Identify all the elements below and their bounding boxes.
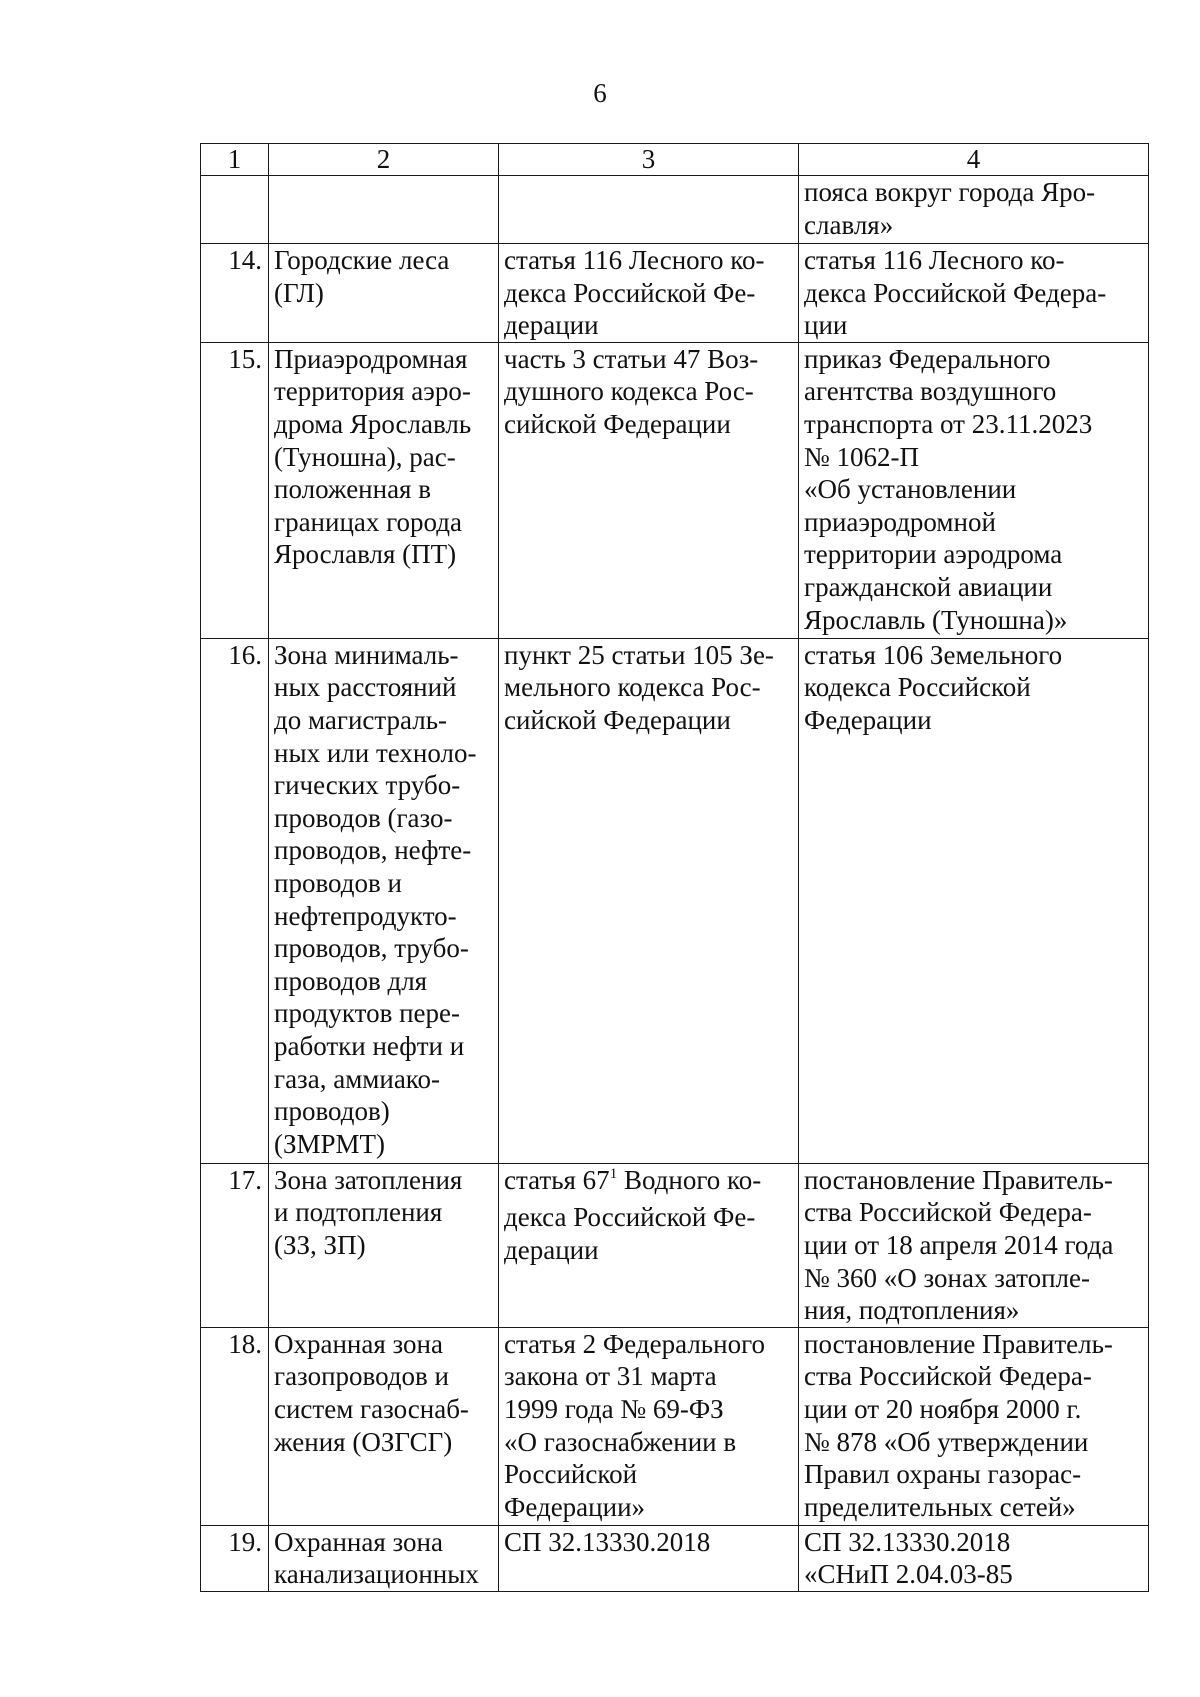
superscript: 1 <box>609 1165 618 1182</box>
cell-line: (ЗМРМТ) <box>274 1128 386 1159</box>
cell-line: газопроводов и <box>274 1361 449 1392</box>
cell-line: пределительных сетей» <box>804 1491 1076 1522</box>
cell-line: постановление Правитель- <box>804 1164 1113 1195</box>
cell-line: (ЗЗ, ЗП) <box>274 1229 366 1260</box>
cell-line: постановление Правитель- <box>804 1328 1113 1359</box>
cell-line: «О газоснабжении в <box>504 1426 737 1457</box>
cell-line: № 878 «Об утверждении <box>804 1426 1089 1457</box>
cell-line: транспорта от 23.11.2023 <box>804 408 1093 439</box>
cell-line: территория аэро- <box>274 376 471 407</box>
legal-basis-cell <box>499 1327 799 1525</box>
cell-line: ции <box>804 310 848 341</box>
cell-text: Водного ко- <box>617 1164 762 1195</box>
cell-line: территории аэродрома <box>804 539 1063 570</box>
regulation-act-cell <box>799 1327 1149 1525</box>
cell-line: Приаэродромная <box>274 343 468 374</box>
legal-basis-cell <box>499 1525 799 1591</box>
cell-line: проводов, трубо- <box>274 933 469 964</box>
cell-line: Зона минималь- <box>274 639 459 670</box>
table-row <box>201 176 1149 244</box>
cell-line: Федерации» <box>504 1491 646 1522</box>
cell-line: статья 116 Лесного ко- <box>804 245 1065 275</box>
cell-line: 1999 года № 69-ФЗ <box>504 1393 724 1424</box>
table-row <box>201 244 1149 343</box>
regulation-act-cell <box>799 1525 1149 1591</box>
cell-line: границах города <box>274 506 462 537</box>
table-row <box>201 1327 1149 1525</box>
cell-line: (Туношна), рас- <box>274 441 456 472</box>
header-col-3: 3 <box>499 144 799 176</box>
cell-line: «Об установлении <box>804 474 1017 505</box>
cell-line: ства Российской Федера- <box>804 1197 1092 1228</box>
cell-line: Охранная зона <box>274 1328 443 1359</box>
cell-line: закона от 31 марта <box>504 1361 717 1392</box>
cell-line: статья 2 Федерального <box>504 1328 765 1359</box>
row-number: 14. <box>201 244 269 343</box>
row-number <box>201 176 269 244</box>
regulation-act-cell <box>799 1163 1149 1327</box>
cell-line: статья 106 Земельного <box>804 639 1063 670</box>
zone-name-cell <box>269 638 499 1163</box>
cell-line: систем газоснаб- <box>274 1393 469 1424</box>
cell-line: Городские леса <box>274 245 450 275</box>
cell-line: агентства воздушного <box>804 376 1057 407</box>
cell-line: газа, аммиако- <box>274 1063 441 1094</box>
header-col-1: 1 <box>201 144 269 176</box>
cell-line: СП 32.13330.2018 <box>804 1526 1011 1557</box>
cell-line: и подтопления <box>274 1197 443 1228</box>
legal-basis-cell <box>499 1163 799 1327</box>
cell-line <box>504 1164 798 1202</box>
cell-line: сийской Федерации <box>504 408 731 439</box>
cell-line: кодекса Российской <box>804 672 1031 703</box>
cell-line: продуктов пере- <box>274 998 461 1029</box>
zone-name-cell <box>269 1525 499 1591</box>
row-number: 19. <box>201 1525 269 1591</box>
cell-line: проводов и <box>274 867 402 898</box>
table-row <box>201 342 1149 638</box>
cell-line: ния, подтопления» <box>804 1295 1020 1326</box>
table-row <box>201 1525 1149 1591</box>
zone-name-cell <box>269 1327 499 1525</box>
cell-line: душного кодекса Рос- <box>504 376 754 407</box>
cell-line: СП 32.13330.2018 <box>504 1526 711 1557</box>
zone-name-cell <box>269 244 499 343</box>
regulation-act-cell <box>799 342 1149 638</box>
cell-line: проводов для <box>274 965 428 996</box>
header-col-4: 4 <box>799 144 1149 176</box>
cell-line: проводов, нефте- <box>274 835 472 866</box>
legal-basis-cell <box>499 244 799 343</box>
cell-line: № 360 «О зонах затопле- <box>804 1262 1090 1293</box>
cell-line: Ярославль (Туношна)» <box>804 604 1068 635</box>
cell-line: ства Российской Федера- <box>804 1361 1092 1392</box>
cell-line: (ГЛ) <box>274 277 324 308</box>
cell-line: Охранная зона <box>274 1526 443 1557</box>
cell-line: декса Российской Фе- <box>504 1202 756 1233</box>
table-row <box>201 1163 1149 1327</box>
legal-basis-cell <box>499 638 799 1163</box>
cell-line: пункт 25 статьи 105 Зе- <box>504 639 774 670</box>
cell-line: дрома Ярославль <box>274 408 472 439</box>
cell-line: до магистраль- <box>274 704 448 735</box>
cell-line: проводов) <box>274 1096 390 1127</box>
legal-basis-cell <box>499 176 799 244</box>
cell-line: приказ Федерального <box>804 343 1051 374</box>
cell-text: статья 67 <box>504 1164 610 1195</box>
cell-line: Федерации <box>804 704 932 735</box>
cell-line: ных расстояний <box>274 672 457 703</box>
row-number: 18. <box>201 1327 269 1525</box>
cell-line: дерации <box>504 1234 599 1265</box>
row-number: 16. <box>201 638 269 1163</box>
table-header-row <box>201 144 1149 176</box>
page-number: 6 <box>593 78 607 108</box>
cell-line: гражданской авиации <box>804 571 1053 602</box>
regulation-act-cell <box>799 638 1149 1163</box>
cell-line: дерации <box>504 310 599 341</box>
legal-basis-cell <box>499 342 799 638</box>
cell-line: славля» <box>804 209 894 240</box>
table-row <box>201 638 1149 1163</box>
cell-line: Ярославля (ПТ) <box>274 539 457 570</box>
cell-line: пояса вокруг города Яро- <box>804 177 1096 207</box>
cell-line: мельного кодекса Рос- <box>504 672 761 703</box>
cell-line: сийской Федерации <box>504 704 731 735</box>
cell-line: Правил охраны газорас- <box>804 1459 1082 1490</box>
row-number: 15. <box>201 342 269 638</box>
cell-line: ных или техноло- <box>274 737 477 768</box>
regulation-table <box>200 143 1149 1592</box>
cell-line: гических трубо- <box>274 770 461 801</box>
zone-name-cell <box>269 1163 499 1327</box>
cell-line: № 1062-П <box>804 441 920 472</box>
cell-line: приаэродромной <box>804 506 996 537</box>
cell-line: нефтепродукто- <box>274 900 457 931</box>
cell-line: ции от 18 апреля 2014 года <box>804 1229 1114 1260</box>
cell-line: жения (ОЗГСГ) <box>274 1426 453 1457</box>
row-number: 17. <box>201 1163 269 1327</box>
cell-line: канализационных <box>274 1559 479 1590</box>
cell-line: часть 3 статьи 47 Воз- <box>504 343 759 374</box>
cell-line: положенная в <box>274 474 431 505</box>
cell-line: работки нефти и <box>274 1030 465 1061</box>
cell-line: ции от 20 ноября 2000 г. <box>804 1393 1082 1424</box>
zone-name-cell <box>269 342 499 638</box>
cell-line: статья 116 Лесного ко- <box>504 245 765 275</box>
zone-name-cell <box>269 176 499 244</box>
cell-line: Зона затопления <box>274 1164 463 1195</box>
header-col-2: 2 <box>269 144 499 176</box>
cell-line: Российской <box>504 1459 638 1490</box>
cell-line: проводов (газо- <box>274 802 453 833</box>
cell-line: декса Российской Федера- <box>804 277 1107 308</box>
regulation-act-cell <box>799 244 1149 343</box>
regulation-act-cell <box>799 176 1149 244</box>
cell-line: декса Российской Фе- <box>504 277 756 308</box>
cell-line: «СНиП 2.04.03-85 <box>804 1559 1013 1590</box>
